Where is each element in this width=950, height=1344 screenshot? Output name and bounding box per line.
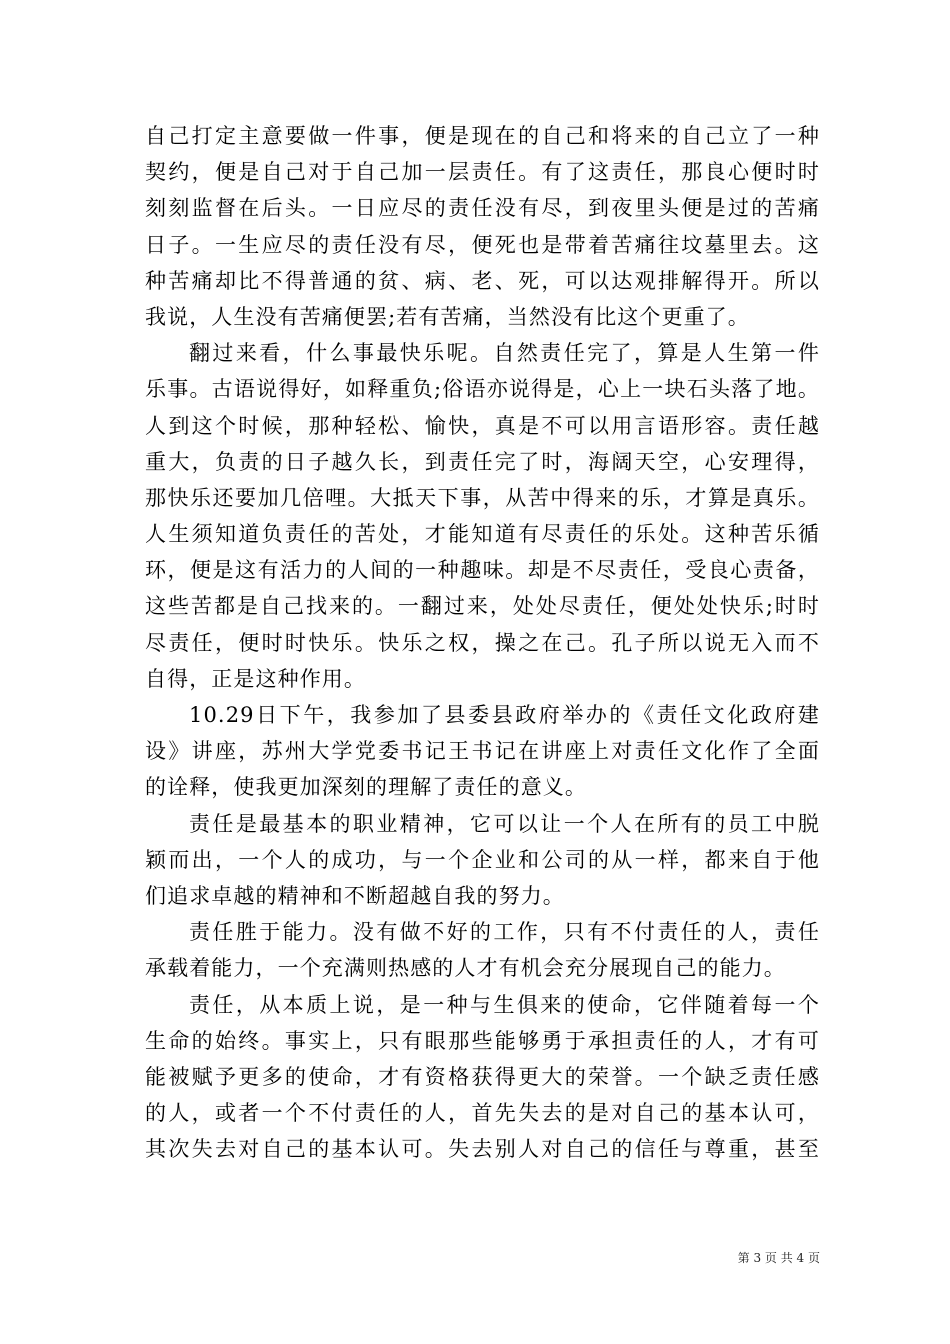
text-line: 的诠释，使我更加深刻的理解了责任的意义。 (145, 775, 587, 800)
text-line: 契约，便是自己对于自己加一层责任。有了这责任，那良心便时时 (145, 160, 820, 185)
text-line: 重大，负责的日子越久长，到责任完了时，海阔天空，心安理得， (145, 449, 820, 474)
text-line: 自得，正是这种作用。 (145, 666, 366, 691)
text-line: 乐事。古语说得好，如释重负;俗语亦说得是，心上一块石头落了地。 (145, 377, 820, 402)
text-line: 们追求卓越的精神和不断超越自我的努力。 (145, 883, 565, 908)
text-line: 刻刻监督在后头。一日应尽的责任没有尽，到夜里头便是过的苦痛 (145, 196, 820, 221)
text-line: 能被赋予更多的使命，才有资格获得更大的荣誉。一个缺乏责任感 (145, 1064, 820, 1089)
page-number: 第 3 页 共 4 页 (737, 1251, 820, 1265)
text-line: 种苦痛却比不得普通的贫、病、老、死，可以达观排解得开。所以 (145, 268, 820, 293)
text-line: 日子。一生应尽的责任没有尽，便死也是带着苦痛往坟墓里去。这 (145, 232, 820, 257)
text-line: 颖而出，一个人的成功，与一个企业和公司的从一样，都来自于他 (145, 847, 820, 872)
text-line: 承载着能力，一个充满则热感的人才有机会充分展现自己的能力。 (145, 956, 786, 981)
text-line: 其次失去对自己的基本认可。失去别人对自己的信任与尊重，甚至 (145, 1137, 820, 1162)
document-body (145, 118, 820, 1167)
paragraph (145, 335, 820, 697)
text-line: 的人，或者一个不付责任的人，首先失去的是对自己的基本认可， (145, 1101, 820, 1126)
text-line: 我说，人生没有苦痛便罢;若有苦痛，当然没有比这个更重了。 (145, 304, 750, 329)
text-line: 设》讲座，苏州大学党委书记王书记在讲座上对责任文化作了全面 (145, 739, 820, 764)
text-line: 自己打定主意要做一件事，便是现在的自己和将来的自己立了一种 (145, 124, 820, 148)
text-line: 人生须知道负责任的苦处，才能知道有尽责任的乐处。这种苦乐循 (145, 522, 820, 547)
text-line: 生命的始终。事实上，只有眼那些能够勇于承担责任的人，才有可 (145, 1028, 820, 1053)
text-line: 环，便是这有活力的人间的一种趣味。却是不尽责任，受良心责备， (145, 558, 820, 583)
text-line: 尽责任，便时时快乐。快乐之权，操之在己。孔子所以说无入而不 (145, 630, 820, 655)
paragraph (145, 987, 820, 1168)
text-line: 人到这个时候，那种轻松、愉快，真是不可以用言语形容。责任越 (145, 413, 820, 438)
paragraph (145, 697, 820, 806)
text-line: 责任胜于能力。没有做不好的工作，只有不付责任的人，责任 (189, 920, 820, 945)
paragraph (145, 914, 820, 986)
paragraph (145, 118, 820, 335)
text-line: 这些苦都是自己找来的。一翻过来，处处尽责任，便处处快乐;时时 (145, 594, 820, 619)
paragraph (145, 806, 820, 915)
text-line: 10.29日下午，我参加了县委县政府举办的《责任文化政府建 (189, 703, 820, 727)
text-line: 责任，从本质上说，是一种与生俱来的使命，它伴随着每一个 (189, 992, 820, 1017)
text-line: 那快乐还要加几倍哩。大抵天下事，从苦中得来的乐，才算是真乐。 (145, 485, 820, 510)
text-line: 责任是最基本的职业精神，它可以让一个人在所有的员工中脱 (189, 811, 820, 836)
text-line: 翻过来看，什么事最快乐呢。自然责任完了，算是人生第一件 (189, 341, 820, 366)
